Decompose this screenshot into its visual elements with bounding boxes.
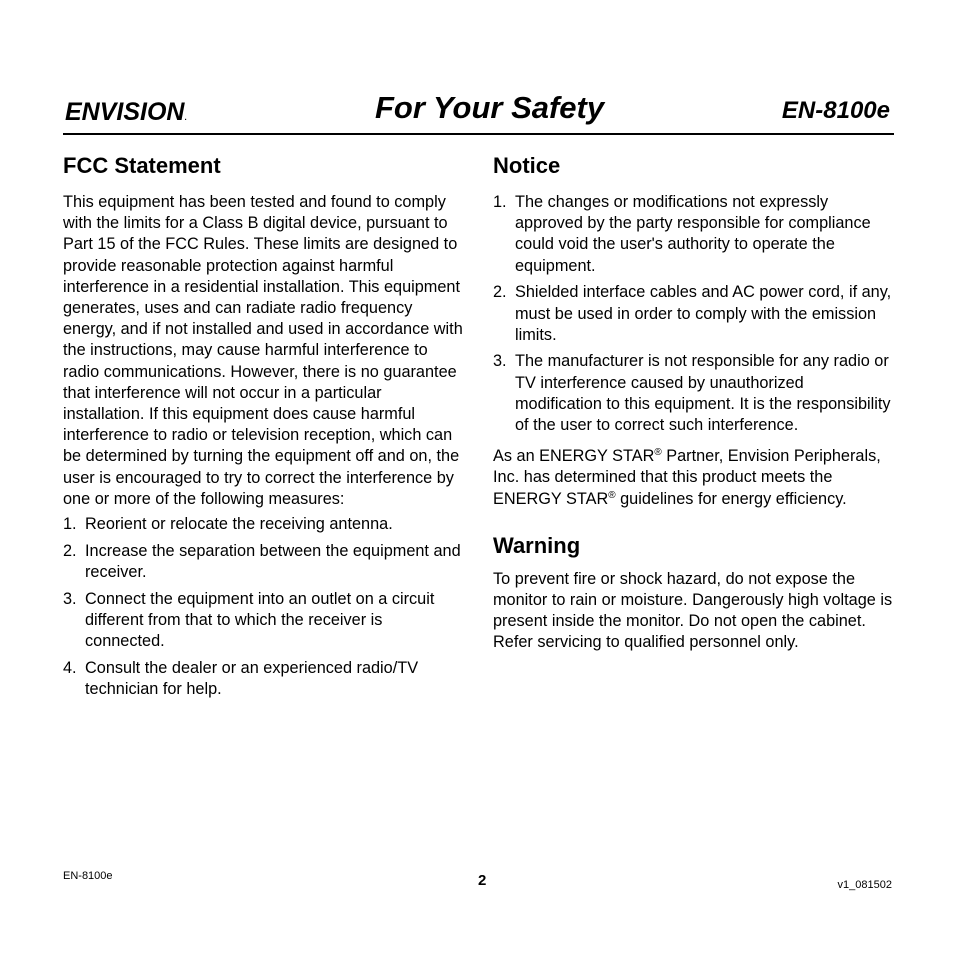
model-number: EN-8100e [781,97,890,124]
list-text: Shielded interface cables and AC power cord, if any, must be used in order to comply with the emission limits. [515,283,892,344]
list-text: Increase the separation between the equipment and receiver. [85,541,461,581]
list-item [493,351,895,436]
list-number: 1. [493,193,507,211]
fcc-section [63,152,465,700]
list-text: The manufacturer is not responsible for any radio or TV interference caused by unauthorized modification to this equipment. It is the responsibility of the user to correct such interference. [515,352,891,435]
notice-list [493,192,895,436]
list-number: 2. [493,283,507,302]
page-number: 2 [478,872,487,889]
list-number: 3. [493,352,507,371]
list-number: 4. [63,658,77,677]
page-header [63,88,894,134]
page-title: For Your Safety [375,90,605,125]
list-item [63,658,465,700]
notice-heading: Notice [493,153,561,178]
registered-mark: ® [654,447,662,459]
logo-text: ENVISION [65,98,185,126]
list-number: 2. [63,541,77,560]
footer-model: EN-8100e [63,870,113,882]
list-text: Consult the dealer or an experienced radio/TV technician for help. [85,658,419,698]
warning-body: To prevent fire or shock hazard, do not expose the monitor to rain or moisture. Dangerously high voltage is present inside the monitor. Do not open the cabinet. Refer servicing to qualified personnel only. [493,569,893,652]
list-item [63,541,465,583]
energy-text-2: Partner, Envision Peripherals, Inc. has determined that this product meets the ENERGY STAR [493,447,881,508]
list-item [493,192,895,277]
energy-star-statement [493,446,895,510]
warning-heading: Warning [493,532,581,558]
envision-logo [65,98,187,132]
warning-section [493,532,895,654]
energy-text-3: guidelines for energy efficiency. [615,489,847,508]
list-item [63,589,465,653]
fcc-body: This equipment has been tested and found to comply with the limits for a Class B digital device, pursuant to Part 15 of the FCC Rules. These limits are designed to provide reasonable protection against harmful interference in a residential installation. This equipment generates, uses and can radiate radio frequency energy, and if not installed and used in accordance with the instructions, may cause harmful interference to radio communications. However, there is no guarantee that interference will not occur in a particular installation. If this equipment does cause harmful interference to radio or television reception, which can be determined by turning the equipment off and on, the user is encouraged to try to correct the interference by one or more of the following measures: [63,193,463,508]
list-item [493,282,895,346]
energy-text-1: As an ENERGY STAR [493,447,655,466]
fcc-measures-list [63,514,465,700]
logo-dot: . [184,113,187,122]
list-number: 3. [63,589,77,608]
list-text: Connect the equipment into an outlet on a circuit different from that to which the receiver is connected. [85,589,435,651]
footer-version: v1_081502 [837,879,892,891]
notice-section [493,152,895,654]
header-divider [63,133,894,135]
list-text: Reorient or relocate the receiving antenna. [85,515,393,534]
fcc-heading: FCC Statement [63,153,221,178]
list-item [63,514,465,535]
list-text: The changes or modifications not expressly approved by the party responsible for compliance could void the user's authority to operate the equipment. [515,193,871,275]
list-number: 1. [63,515,77,534]
registered-mark: ® [608,489,616,501]
